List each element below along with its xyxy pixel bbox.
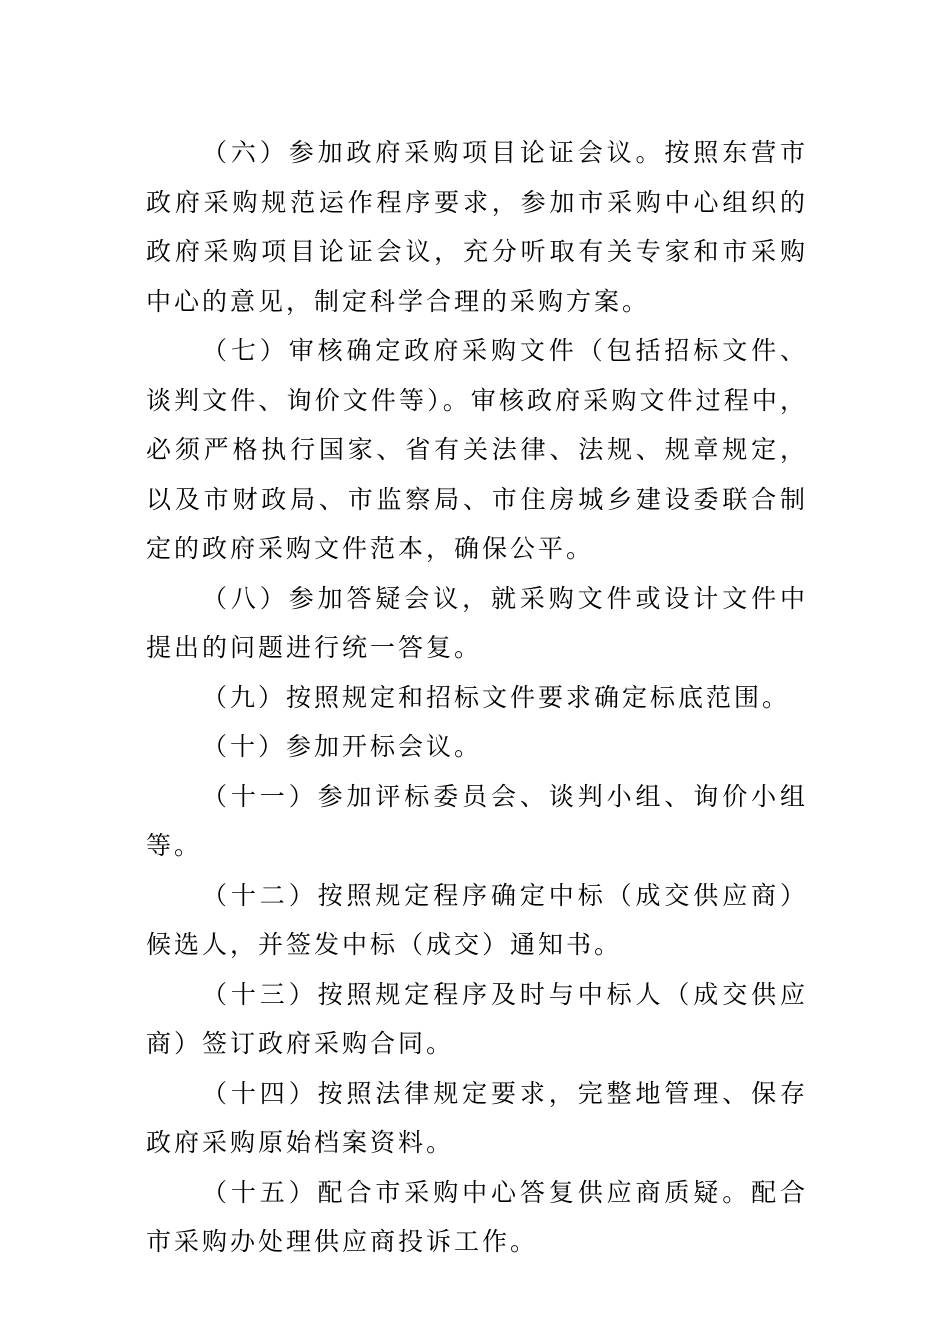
- paragraph-item-14: （十四）按照法律规定要求，完整地管理、保存政府采购原始档案资料。: [146, 1078, 808, 1157]
- document-body: [146, 128, 808, 1267]
- paragraph-item-6: （六）参加政府采购项目论证会议。按照东营市政府采购规范运作程序要求，参加市采购中心组织的政府采购项目论证会议，充分听取有关专家和市采购中心的意见，制定科学合理的采购方案。: [146, 138, 808, 316]
- paragraph-item-15: （十五）配合市采购中心答复供应商质疑。配合市采购办处理供应商投诉工作。: [146, 1177, 808, 1256]
- paragraph-item-7: （七）审核确定政府采购文件（包括招标文件、谈判文件、询价文件等）。审核政府采购文件过程中，必须严格执行国家、省有关法律、法规、规章规定，以及市财政局、市监察局、市住房城乡建设委联合制定的政府采购文件范本，确保公平。: [146, 336, 808, 563]
- paragraph-item-10: （十）参加开标会议。: [202, 732, 483, 761]
- paragraph-item-11: （十一）参加评标委员会、谈判小组、询价小组等。: [146, 781, 808, 860]
- paragraph-item-8: （八）参加答疑会议，就采购文件或设计文件中提出的问题进行统一答复。: [146, 583, 808, 662]
- paragraph-item-9: （九）按照规定和招标文件要求确定标底范围。: [202, 682, 791, 712]
- paragraph-item-13: （十三）按照规定程序及时与中标人（成交供应商）签订政府采购合同。: [146, 979, 808, 1058]
- paragraph-item-12: （十二）按照规定程序确定中标（成交供应商）候选人，并签发中标（成交）通知书。: [146, 880, 808, 959]
